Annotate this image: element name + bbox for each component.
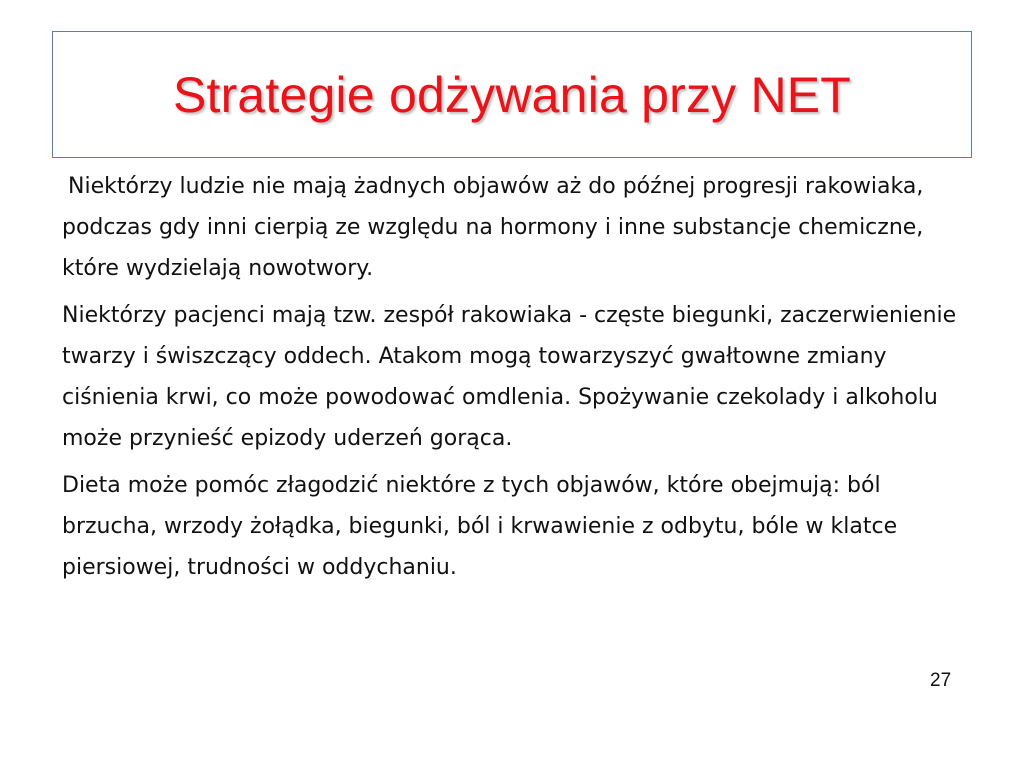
slide-number: 27 — [930, 670, 952, 691]
paragraph-3: Dieta może pomóc złagodzić niektóre z tych objawów, które obejmują: ból brzucha, wrzody żołądka, biegunki, ból i krwawienie z odbytu, bóle w klatce piersiowej, trudności w oddychaniu. — [62, 473, 898, 580]
title-box — [52, 31, 972, 158]
paragraph-1: Niektórzy ludzie nie mają żadnych objawów aż do późnej progresji rakowiaka, podczas gdy inni cierpią ze względu na hormony i inne substancje chemiczne, które wydzielają nowotwory. — [62, 174, 924, 281]
slide-title: Strategie odżywania przy NET — [172, 66, 852, 123]
slide-body — [62, 166, 962, 594]
paragraph-2: Niektórzy pacjenci mają tzw. zespół rakowiaka - częste biegunki, zaczerwienienie twarzy i świszczący oddech. Atakom mogą towarzyszyć gwałtowne zmiany ciśnienia krwi, co może powodować omdlenia. Spożywanie czekolady i alkoholu może przynieść epizody uderzeń gorąca. — [62, 303, 957, 451]
